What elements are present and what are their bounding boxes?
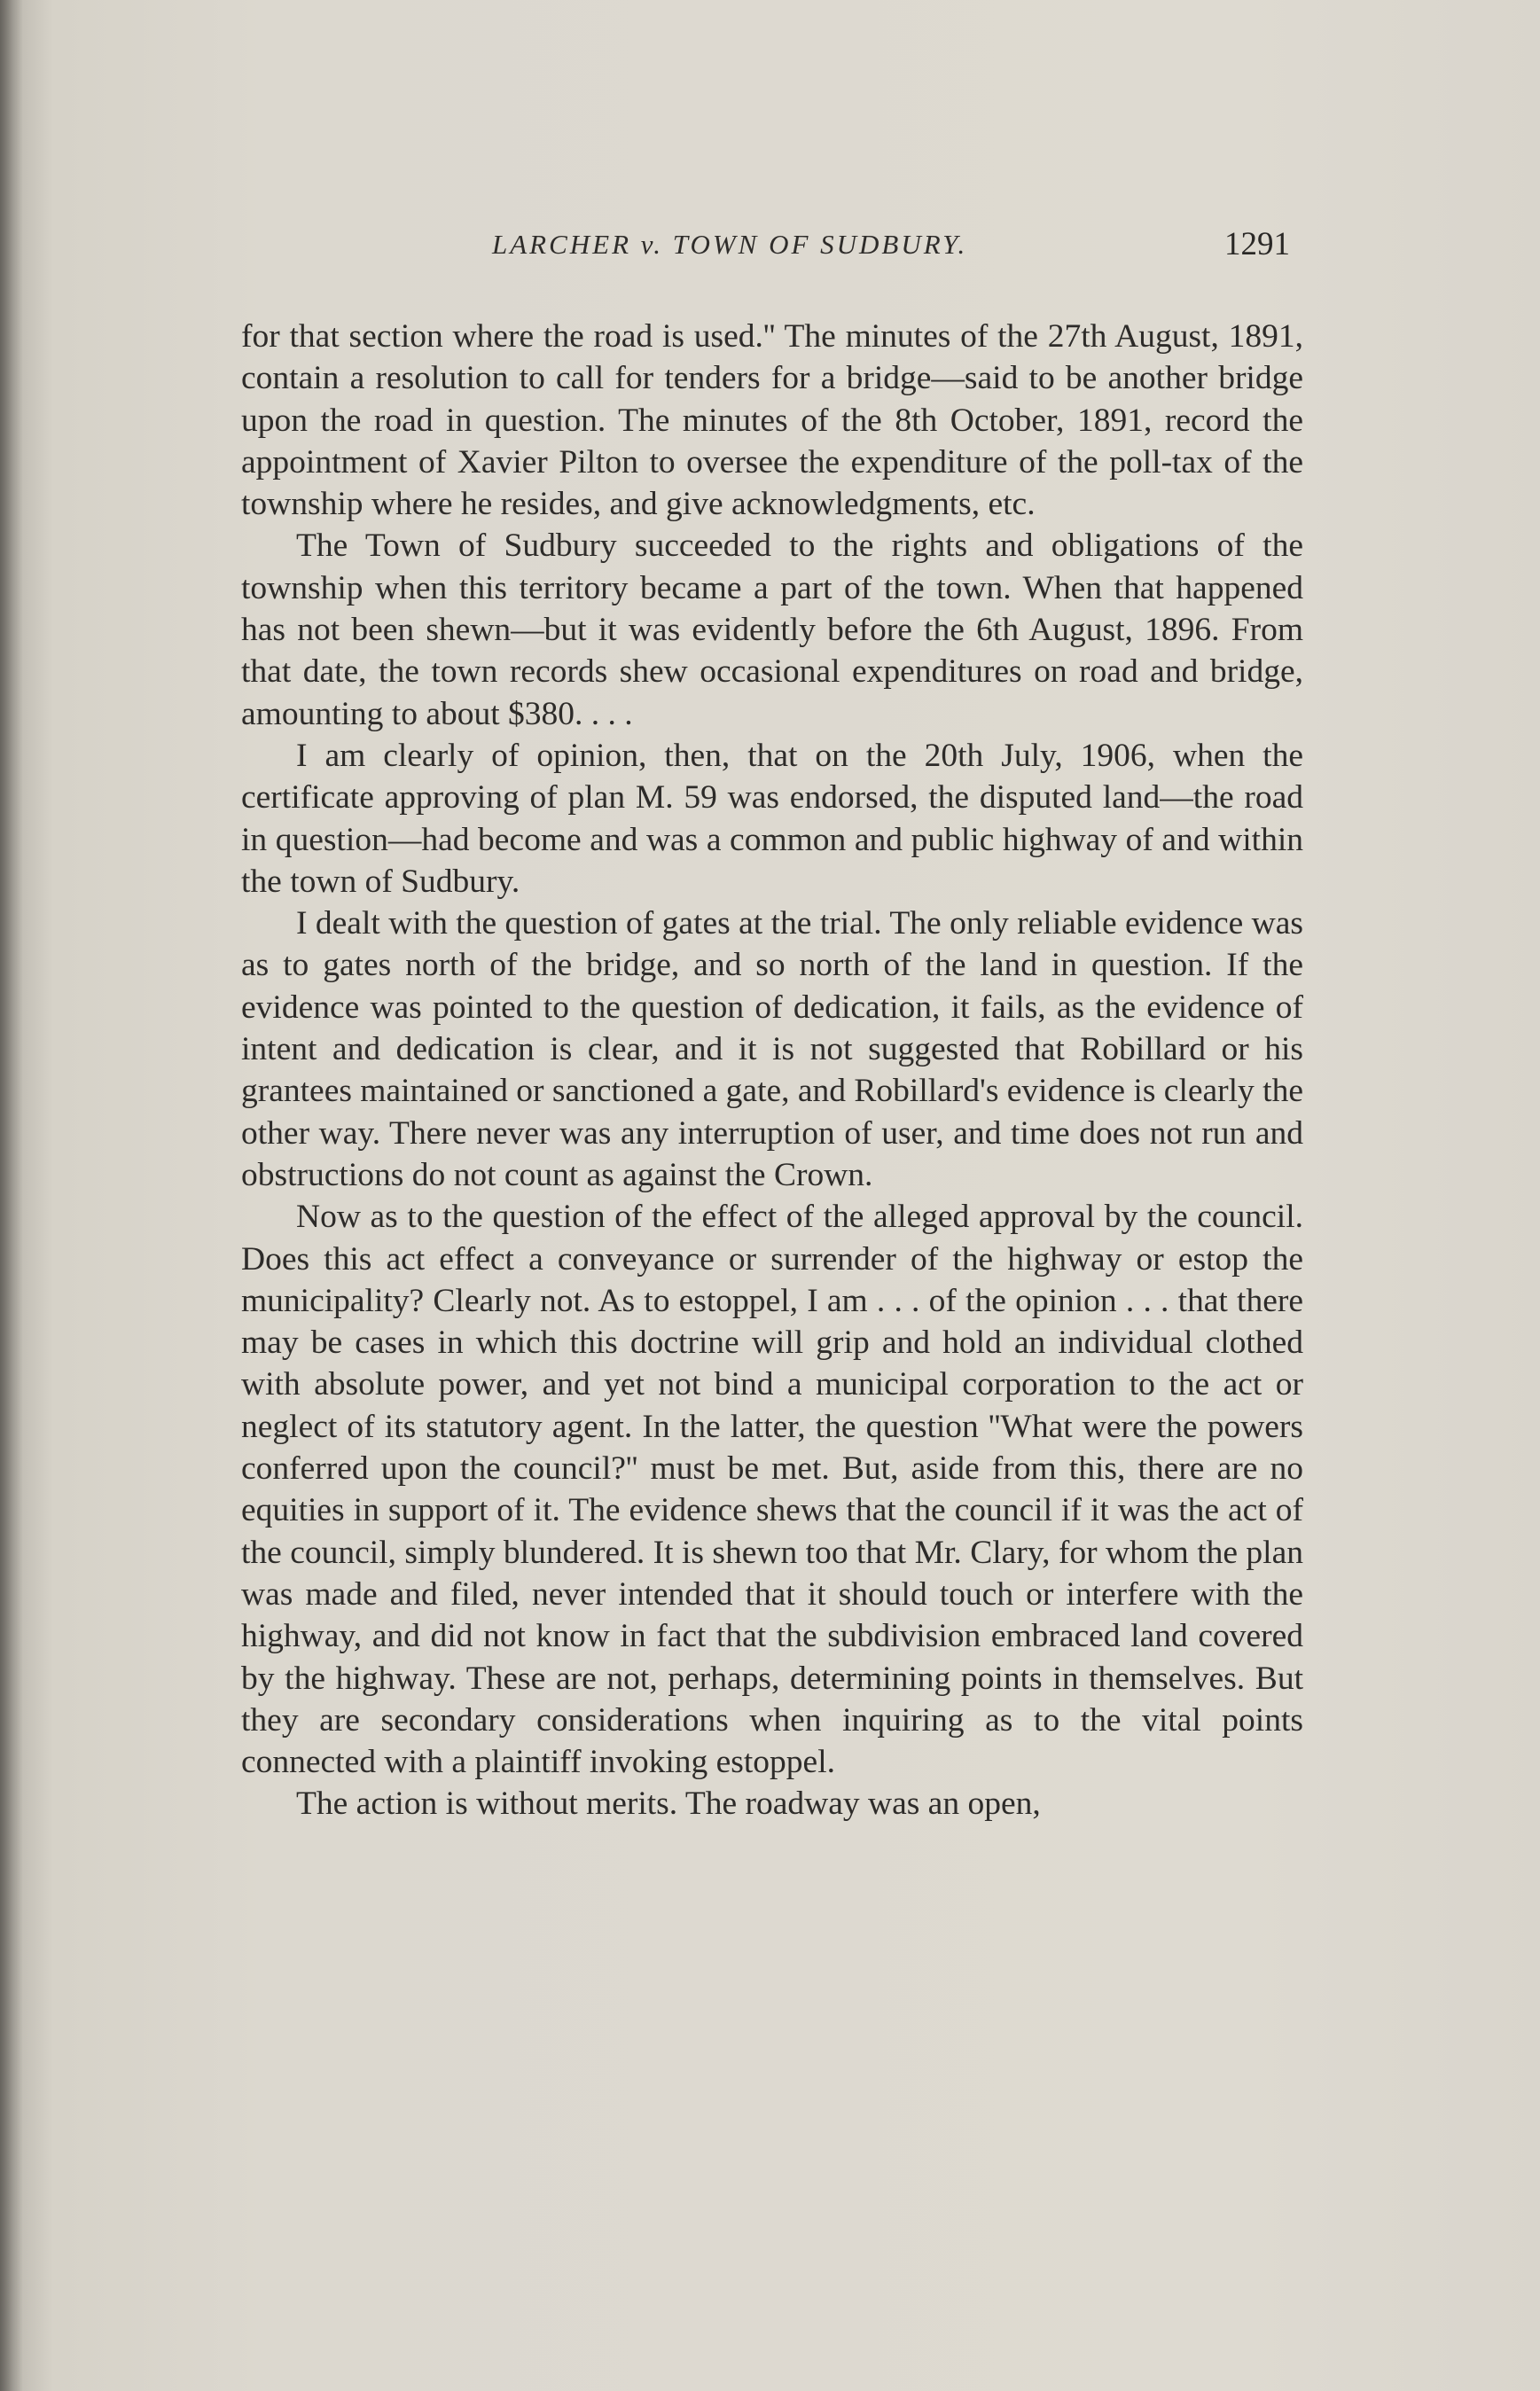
paragraph: The Town of Sudbury succeeded to the rights and obligations of the township when this territory became a part of the town. When that happened has not been shewn—but it was evidently before the 6th August, 1896. From that date, the town records shew occasional expenditures on road and bridge, amounting to about $380. . . . [241,527,1303,732]
body-text [241,316,1303,1825]
paragraph: I dealt with the question of gates at the trial. The only reliable evidence was as to gates north of the bridge, and so north of the land in question. If the evidence was pointed to the question of dedication, it fails, as the evidence of intent and dedication is clear, and it is not suggested that Robillard or his grantees maintained or sanctioned a gate, and Robillard's evidence is clearly the other way. There never was any interruption of user, and time does not run and obstructions do not count as against the Crown. [241,905,1303,1193]
paragraph: Now as to the question of the effect of the alleged approval by the council. Does this act effect a conveyance or surrender of the highway or estop the municipality? Clearly not. As to estoppel, I am . . . of the opinion . . . that there may be cases in which this doctrine will grip and hold an individual clothed with absolute power, and yet not bind a municipal corporation to the act or neglect of its statutory agent. In the latter, the question ''What were the powers conferred upon the council?'' must be met. But, aside from this, there are no equities in support of it. The evidence shews that the council if it was the act of the council, simply blundered. It is shewn too that Mr. Clary, for whom the plan was made and filed, never intended that it should touch or interfere with the highway, and did not know in fact that the subdivision embraced land covered by the highway. These are not, perhaps, determining points in themselves. But they are secondary considerations when inquiring as to the vital points connected with a plaintiff invoking estoppel. [241,1199,1303,1781]
binding-shadow [0,0,23,2391]
paragraph: for that section where the road is used.'' The minutes of the 27th August, 1891, contain a resolution to call for tenders for a bridge—said to be another bridge upon the road in question. The minutes of the 8th October, 1891, record the appointment of Xavier Pilton to oversee the expenditure of the poll-tax of the township where he resides, and give acknowledgments, etc. [241,318,1303,523]
page-header [492,226,1290,273]
paragraph: I am clearly of opinion, then, that on the 20th July, 1906, when the certificate approving of plan M. 59 was endorsed, the disputed land—the road in question—had become and was a common and public highway of and within the town of Sudbury. [241,737,1303,900]
page-number: 1291 [1224,226,1290,262]
paragraph: The action is without merits. The roadway was an open, [296,1785,1041,1823]
running-head: LARCHER v. TOWN OF SUDBURY. [492,229,968,260]
